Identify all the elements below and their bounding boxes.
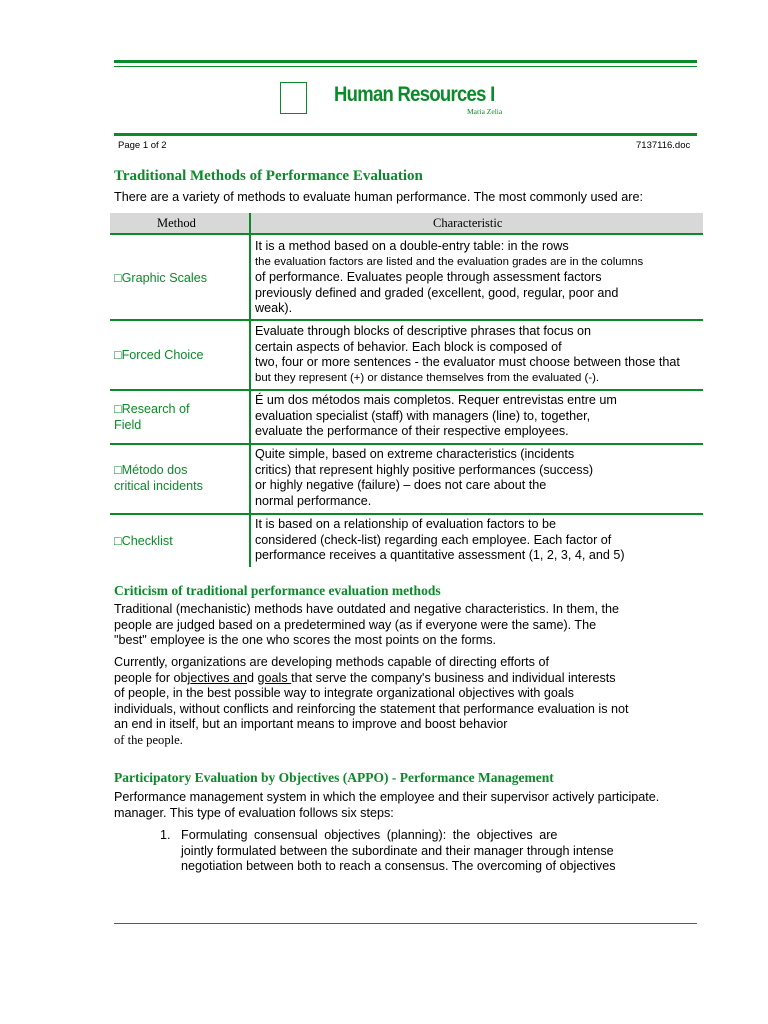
characteristic-line: normal performance. (255, 493, 372, 508)
characteristic-line: considered (check-list) regarding each employee. Each factor of (255, 532, 612, 547)
header-bottom-rule (114, 133, 697, 136)
method-label: critical incidents (114, 478, 203, 493)
table-row (110, 515, 703, 569)
method-label: □Forced Choice (114, 348, 204, 362)
header-title: Human Resources I (334, 83, 495, 106)
characteristic-line: critics) that represent highly positive performances (success) (255, 462, 594, 477)
characteristic-cell (255, 517, 700, 564)
table-row (110, 321, 703, 391)
characteristic-line: previously defined and graded (excellent, good, regular, poor and (255, 285, 619, 300)
characteristic-cell (255, 393, 700, 440)
list-item-body (181, 828, 661, 875)
paragraph-line: of people, in the best possible way to integrate organizational objectives with goals (114, 686, 574, 700)
page-number: Page 1 of 2 (118, 140, 167, 151)
footer-rule (114, 923, 697, 924)
underlined-text: goals (257, 670, 292, 685)
list-item-line: Formulating consensual objectives (planning): the objectives are (181, 828, 558, 842)
table-row (110, 391, 703, 445)
text-run: that serve the company's business and individual interests (291, 670, 616, 685)
characteristic-line: evaluation specialist (staff) with managers (line) to, together, (255, 408, 591, 423)
method-label: □Graphic Scales (114, 271, 208, 285)
characteristic-line: Quite simple, based on extreme characteristics (incidents (255, 447, 575, 461)
characteristic-line: two, four or more sentences - the evaluator must choose between those that (255, 355, 680, 369)
text-run: people for obj (114, 670, 191, 685)
characteristic-cell (255, 324, 700, 386)
section-heading-traditional-methods: Traditional Methods of Performance Evaluation (114, 168, 423, 184)
paragraph-line: Currently, organizations are developing methods capable of directing efforts of (114, 655, 549, 669)
header-author: Maria Zelia (467, 107, 503, 116)
doc-filename: 7137116.doc (636, 140, 691, 151)
paragraph-line: Traditional (mechanistic) methods have outdated and negative characteristics. In them, the (114, 602, 619, 616)
characteristic-line: É um dos métodos mais completos. Requer entrevistas entre um (255, 393, 617, 407)
table-header-row (110, 213, 703, 235)
paragraph-line: an end in itself, but an important means to improve and boost behavior (114, 717, 508, 731)
characteristic-cell (255, 447, 700, 509)
logo-box (280, 82, 307, 114)
column-header-method: Method (157, 216, 196, 230)
top-rule (114, 60, 697, 63)
characteristic-line: Evaluate through blocks of descriptive phrases that focus on (255, 324, 592, 338)
characteristic-line: certain aspects of behavior. Each block is composed of (255, 339, 562, 354)
paragraph-line: "best" employee is the one who scores the most points on the forms. (114, 633, 497, 647)
text-run: d (247, 670, 258, 685)
list-item-line: jointly formulated between the subordinate and their manager through intense (181, 843, 614, 858)
method-label: □Método dos (114, 463, 188, 477)
method-label: □Research of (114, 402, 190, 416)
paragraph-line: manager. This type of evaluation follows six steps: (114, 805, 394, 820)
method-cell (114, 271, 246, 287)
appo-paragraph (114, 790, 704, 821)
characteristic-line: performance receives a quantitative assessment (1, 2, 3, 4, and 5) (255, 548, 625, 562)
underlined-text: ectives an (190, 670, 248, 685)
paragraph-line: individuals, without conflicts and reinforcing the statement that performance evaluation is not (114, 701, 629, 716)
method-cell (114, 348, 246, 364)
section-heading-criticism: Criticism of traditional performance evaluation methods (114, 583, 441, 598)
paragraph-line: Performance management system in which the employee and their supervisor actively participate. (114, 790, 660, 804)
characteristic-line: or highly negative (failure) – does not care about the (255, 478, 547, 492)
characteristic-line: It is based on a relationship of evaluation factors to be (255, 517, 557, 531)
characteristic-cell (255, 239, 700, 317)
intro-paragraph (114, 190, 704, 206)
table-row (110, 235, 703, 321)
method-cell (114, 402, 246, 433)
characteristic-line: but they represent (+) or distance themselves from the evaluated (-). (255, 371, 600, 384)
table-row (110, 445, 703, 515)
section-heading-appo: Participatory Evaluation by Objectives (APPO) - Performance Management (114, 770, 554, 785)
characteristic-line: of performance. Evaluates people through assessment factors (255, 270, 602, 284)
column-header-characteristic: Characteristic (433, 216, 503, 230)
criticism-paragraph-1 (114, 602, 704, 649)
method-label: Field (114, 417, 142, 432)
methods-table (110, 213, 703, 569)
characteristic-line: the evaluation factors are listed and the evaluation grades are in the columns (255, 255, 644, 268)
characteristic-line: It is a method based on a double-entry table: in the rows (255, 239, 569, 253)
intro-line: There are a variety of methods to evaluate human performance. The most commonly used are: (114, 190, 643, 204)
method-cell (114, 534, 246, 550)
method-cell (114, 463, 246, 494)
top-rule-thin (114, 66, 697, 67)
list-item-line: negotiation between both to reach a consensus. The overcoming of objectives (181, 859, 616, 873)
criticism-paragraph-2 (114, 655, 704, 748)
characteristic-line: weak). (255, 301, 293, 315)
list-item-number: 1. (160, 828, 171, 842)
characteristic-line: evaluate the performance of their respective employees. (255, 424, 569, 438)
paragraph-line: of the people. (114, 732, 183, 747)
paragraph-line: people are judged based on a predetermined way (as if everyone were the same). The (114, 617, 597, 632)
method-label: □Checklist (114, 534, 173, 548)
paragraph-line (114, 671, 704, 687)
